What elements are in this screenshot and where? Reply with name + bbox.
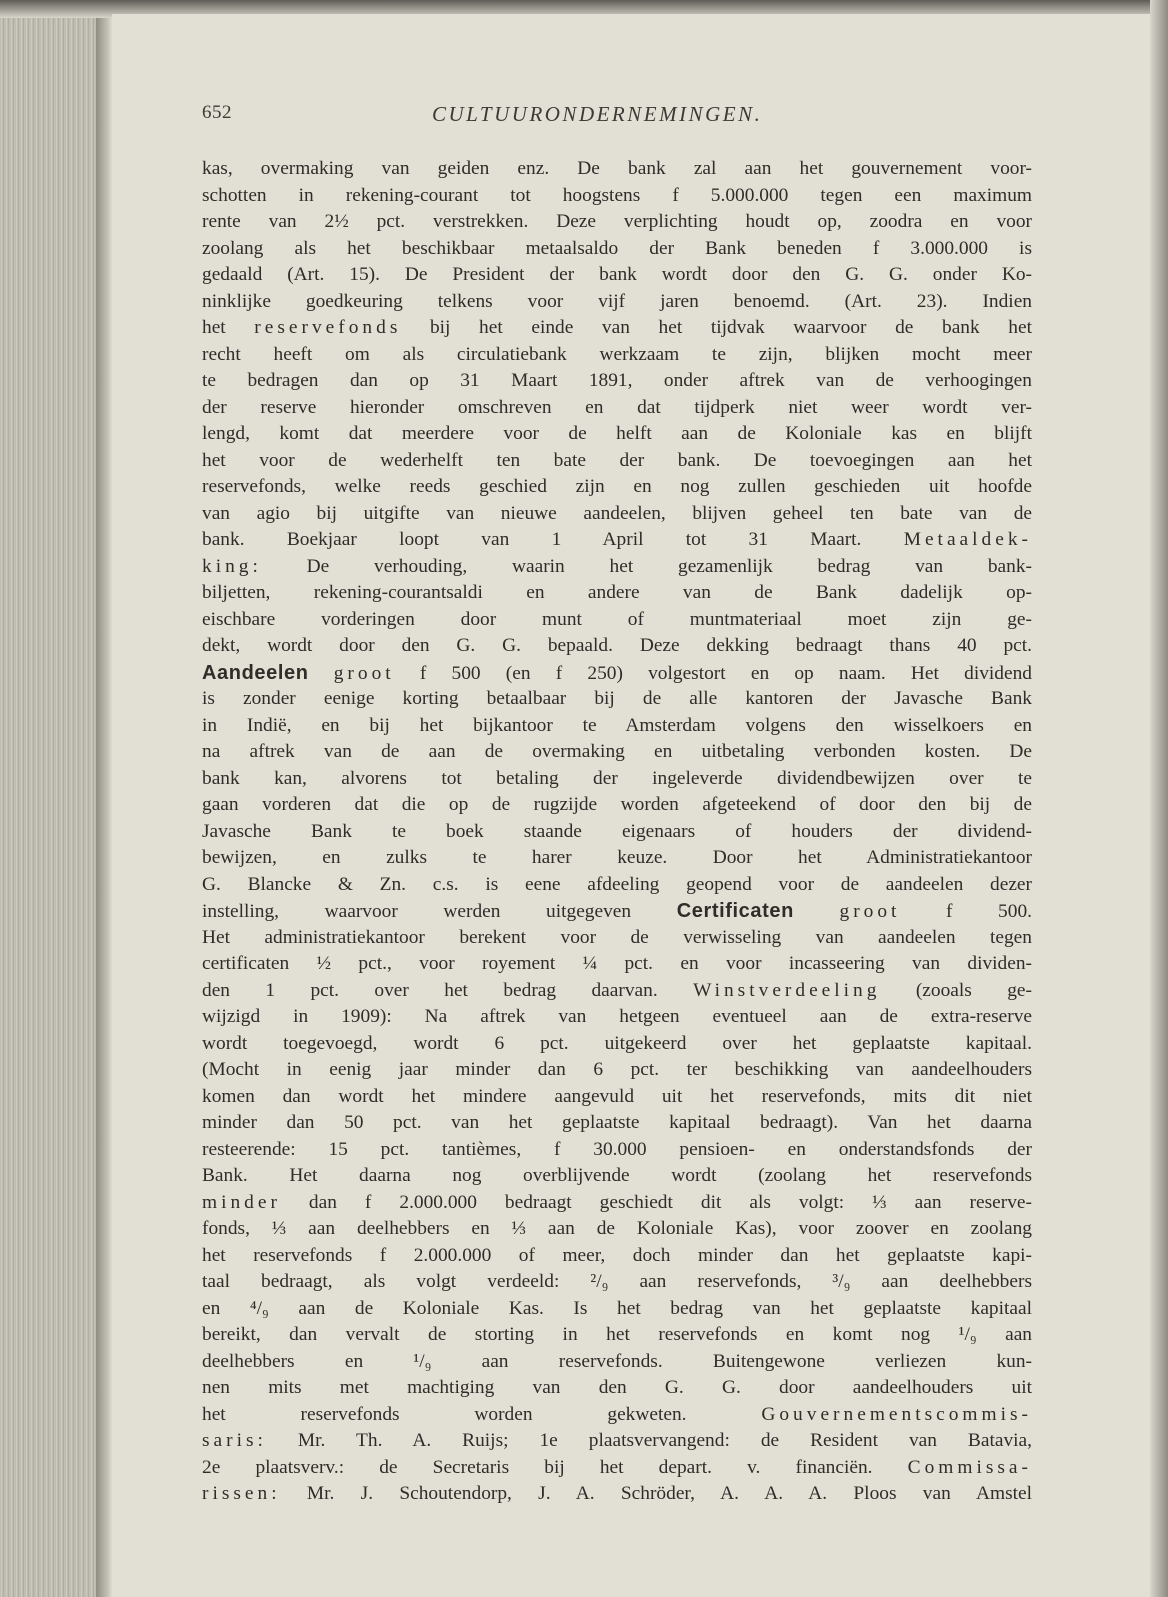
text-segment: dekt, wordt door den G. G. bepaald. Deze dekking bedraagt thans 40 pct.: [202, 635, 1032, 656]
text-segment: te bedragen dan op 31 Maart 1891, onder aftrek van de verhoogingen: [202, 370, 1032, 391]
text-segment: nen mits met machtiging van den G. G. door aandeelhouders uit: [202, 1377, 1032, 1398]
text-line: [202, 925, 1032, 952]
text-line: [202, 289, 1032, 316]
text-line: [202, 845, 1032, 872]
spaced-term: groot: [333, 662, 395, 684]
running-title: CULTUURONDERNEMINGEN.: [432, 102, 763, 126]
text-line: [202, 1296, 1032, 1323]
bold-heading: Aandeelen: [202, 661, 309, 684]
text-segment: 2e plaatsverv.: de Secretaris bij het depart. v. financiën.: [202, 1456, 908, 1478]
text-segment: na aftrek van de aan de overmaking en uitbetaling verbonden kosten. De: [202, 741, 1032, 762]
text-line: [202, 819, 1032, 846]
text-line: [202, 686, 1032, 713]
text-segment: recht heeft om als circulatiebank werkzaam te zijn, blijken mocht meer: [202, 343, 1032, 365]
right-shadow: [1150, 0, 1168, 1597]
text-line: [202, 1216, 1032, 1243]
text-line: [202, 898, 1032, 925]
spaced-term: rissen:: [202, 1483, 281, 1504]
text-segment: reservefonds, welke reeds geschied zijn en nog zullen geschieden uit hoofde: [202, 476, 1032, 497]
text-line: [202, 713, 1032, 740]
spaced-term: minder: [202, 1191, 281, 1213]
text-segment: en ⁴/₉ aan de Koloniale Kas. Is het bedrag van het geplaatste kapitaal: [202, 1297, 1032, 1319]
text-segment: het reservefonds worden gekweten.: [202, 1403, 762, 1425]
text-line: [202, 1057, 1032, 1084]
text-segment: is zonder eenige korting betaalbaar bij de alle kantoren der Javasche Bank: [202, 688, 1032, 709]
text-segment: Mr. J. Schoutendorp, J. A. Schröder, A. A. A. Ploos van Amstel: [280, 1483, 1032, 1504]
text-segment: rente van 2½ pct. verstrekken. Deze verplichting houdt op, zoodra en voor: [202, 211, 1032, 232]
page-number: 652: [202, 102, 232, 123]
text-segment: G. Blancke & Zn. c.s. is eene afdeeling geopend voor de aandeelen dezer: [202, 873, 1032, 895]
text-line: [202, 1375, 1032, 1402]
text-segment: bank kan, alvorens tot betaling der ingeleverde dividendbewijzen over te: [202, 767, 1032, 789]
text-segment: komen dan wordt het mindere aangevuld uit het reservefonds, mits dit niet: [202, 1085, 1032, 1107]
text-segment: gedaald (Art. 15). De President der bank wordt door den G. G. onder Ko-: [202, 264, 1032, 285]
text-segment: eischbare vorderingen door munt of muntmateriaal moet zijn ge-: [202, 608, 1032, 630]
text-segment: instelling, waarvoor werden uitgegeven: [202, 901, 677, 922]
text-line: [202, 1349, 1032, 1376]
bold-heading: Certificaten: [676, 900, 794, 922]
text-segment: f 500 (en f 250) volgestort en op naam. Het dividend: [394, 662, 1032, 684]
text-segment: Bank. Het daarna nog overblijvende wordt (zoolang het reservefonds: [202, 1165, 1032, 1186]
text-line: [202, 1004, 1032, 1031]
spaced-term: reservefonds: [254, 317, 402, 338]
text-line: [202, 209, 1032, 236]
text-segment: f 500.: [900, 901, 1032, 922]
text-line: [202, 368, 1032, 395]
text-line: [202, 448, 1032, 475]
text-line: [202, 421, 1032, 448]
text-line: [202, 1190, 1032, 1217]
text-line: [202, 1031, 1032, 1058]
text-segment: lengd, komt dat meerdere voor de helft aan de Koloniale kas en blijft: [202, 423, 1032, 444]
text-line: [202, 1084, 1032, 1111]
text-segment: Het administratiekantoor berekent voor de verwisseling van aandeelen tegen: [202, 926, 1032, 948]
text-line: [202, 1322, 1032, 1349]
text-line: [202, 766, 1032, 793]
text-segment: wijzigd in 1909): Na aftrek van hetgeen eventueel aan de extra-reserve: [202, 1006, 1032, 1027]
text-line: [202, 554, 1032, 581]
text-segment: bij het einde van het tijdvak waarvoor de bank het: [401, 317, 1032, 338]
text-line: [202, 1455, 1032, 1482]
text-segment: deelhebbers en ¹/₉ aan reservefonds. Buitengewone verliezen kun-: [202, 1350, 1032, 1372]
text-line: [202, 1481, 1032, 1508]
text-line: [202, 395, 1032, 422]
text-segment: het: [202, 317, 255, 338]
text-line: [202, 1137, 1032, 1164]
text-segment: bewijzen, en zulks te harer keuze. Door het Administratiekantoor: [202, 847, 1032, 868]
text-segment: zoolang als het beschikbaar metaalsaldo der Bank beneden f 3.000.000 is: [202, 237, 1032, 259]
text-segment: kas, overmaking van geiden enz. De bank zal aan het gouvernement voor-: [202, 158, 1032, 179]
text-line: [202, 156, 1032, 183]
text-segment: Mr. Th. A. Ruijs; 1e plaatsvervangend: de Resident van Batavia,: [266, 1430, 1032, 1451]
text-segment: fonds, ⅓ aan deelhebbers en ⅓ aan de Koloniale Kas), voor zoover en zoolang: [202, 1218, 1032, 1239]
text-segment: resteerende: 15 pct. tantièmes, f 30.000 pensioen- en onderstandsfonds der: [202, 1138, 1032, 1160]
text-segment: [309, 663, 334, 684]
text-line: [202, 739, 1032, 766]
text-segment: (zooals ge-: [880, 979, 1032, 1001]
text-line: [202, 236, 1032, 263]
text-segment: schotten in rekening-courant tot hoogstens f 5.000.000 tegen een maximum: [202, 184, 1032, 206]
spaced-term: Commissa-: [907, 1456, 1032, 1478]
text-segment: Javasche Bank te boek staande eigenaars of houders der dividend-: [202, 820, 1032, 842]
text-segment: den 1 pct. over het bedrag daarvan.: [202, 979, 694, 1001]
text-line: [202, 1110, 1032, 1137]
spaced-term: Gouvernementscommis-: [761, 1403, 1032, 1425]
text-segment: van agio bij uitgifte van nieuwe aandeelen, blijven geheel ten bate van de: [202, 502, 1032, 524]
spaced-term: king:: [202, 555, 262, 577]
text-segment: taal bedraagt, als volgt verdeeld: ²/₉ aan reservefonds, ³/₉ aan deelhebbers: [202, 1271, 1032, 1292]
text-line: [202, 872, 1032, 899]
spaced-term: Winstverdeeling: [693, 979, 881, 1001]
body-text: [202, 156, 1032, 1508]
text-segment: [794, 901, 840, 922]
page-header: [202, 102, 1032, 132]
text-segment: dan f 2.000.000 bedraagt geschiedt dit als volgt: ⅓ aan reserve-: [280, 1191, 1032, 1213]
text-segment: bereikt, dan vervalt de storting in het reservefonds en komt nog ¹/₉ aan: [202, 1324, 1032, 1345]
text-line: [202, 1402, 1032, 1429]
text-segment: gaan vorderen dat die op de rugzijde worden afgeteekend of door den bij de: [202, 794, 1032, 815]
text-line: [202, 527, 1032, 554]
text-segment: biljetten, rekening-courantsaldi en andere van de Bank dadelijk op-: [202, 582, 1032, 603]
spaced-term: groot: [839, 901, 901, 922]
spaced-term: Metaaldek-: [903, 529, 1032, 550]
text-segment: het voor de wederhelft ten bate der bank. De toevoegingen aan het: [202, 449, 1032, 471]
text-segment: het reservefonds f 2.000.000 of meer, doch minder dan het geplaatste kapi-: [202, 1244, 1032, 1266]
text-segment: der reserve hieronder omschreven en dat tijdperk niet weer wordt ver-: [202, 396, 1032, 418]
text-line: [202, 183, 1032, 210]
text-line: [202, 1428, 1032, 1455]
book-page-edges: [0, 0, 110, 1597]
text-segment: De verhouding, waarin het gezamenlijk bedrag van bank-: [261, 555, 1032, 577]
text-line: [202, 342, 1032, 369]
text-segment: in Indië, en bij het bijkantoor te Amsterdam volgens den wisselkoers en: [202, 714, 1032, 736]
text-line: [202, 580, 1032, 607]
text-line: [202, 660, 1032, 687]
spaced-term: saris:: [202, 1430, 267, 1451]
text-line: [202, 315, 1032, 342]
text-segment: bank. Boekjaar loopt van 1 April tot 31 Maart.: [202, 529, 904, 550]
text-segment: ninklijke goedkeuring telkens voor vijf jaren benoemd. (Art. 23). Indien: [202, 290, 1032, 312]
text-line: [202, 633, 1032, 660]
text-line: [202, 607, 1032, 634]
text-segment: wordt toegevoegd, wordt 6 pct. uitgekeerd over het geplaatste kapitaal.: [202, 1032, 1032, 1054]
text-line: [202, 792, 1032, 819]
text-line: [202, 1269, 1032, 1296]
text-line: [202, 1243, 1032, 1270]
text-segment: (Mocht in eenig jaar minder dan 6 pct. ter beschikking van aandeelhouders: [202, 1059, 1032, 1080]
text-line: [202, 501, 1032, 528]
text-line: [202, 474, 1032, 501]
text-segment: minder dan 50 pct. van het geplaatste kapitaal bedraagt). Van het daarna: [202, 1112, 1032, 1133]
text-segment: certificaten ½ pct., voor royement ¼ pct. en voor incasseering van dividen-: [202, 953, 1032, 974]
text-line: [202, 1163, 1032, 1190]
text-line: [202, 978, 1032, 1005]
text-line: [202, 951, 1032, 978]
text-line: [202, 262, 1032, 289]
